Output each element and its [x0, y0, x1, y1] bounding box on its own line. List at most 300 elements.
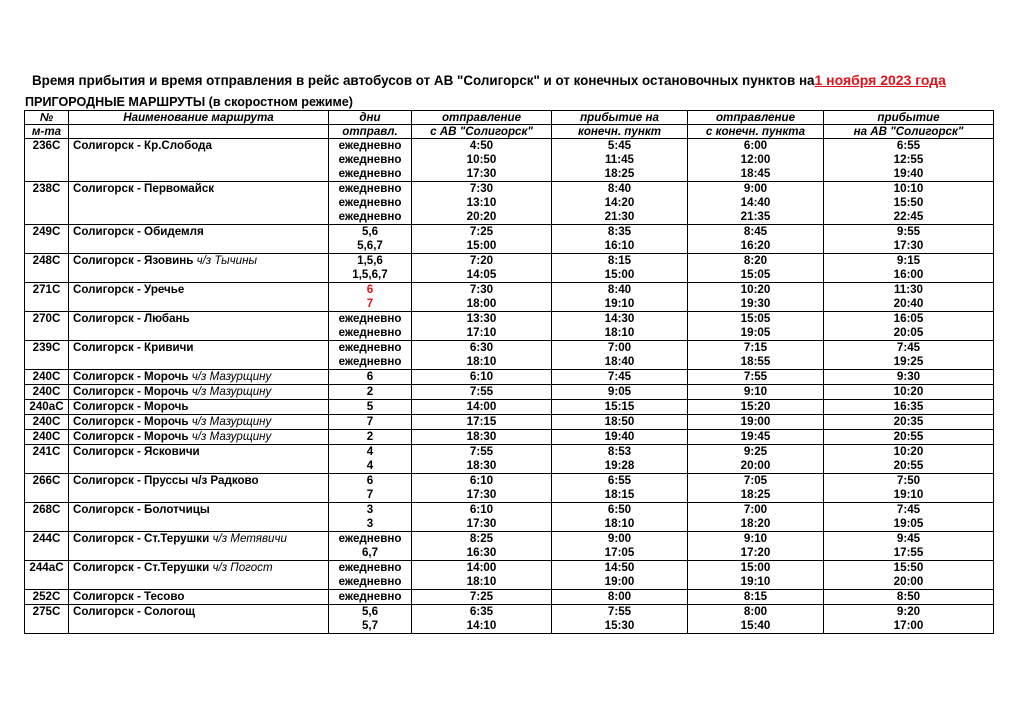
table-row: [25, 196, 994, 210]
arrival-at-station: 15:50: [824, 561, 994, 576]
route-number: 240С: [25, 415, 69, 430]
departure-from-end-point: 20:00: [688, 459, 824, 474]
arrival-at-end-point: 17:05: [552, 546, 688, 561]
route-name: [69, 139, 329, 154]
col-departure-line1: отправление: [412, 111, 552, 125]
route-number: 252С: [25, 590, 69, 605]
col-route-number-line1: №: [25, 111, 69, 125]
arrival-at-end-point: 8:40: [552, 182, 688, 197]
table-row: [25, 430, 994, 445]
days-of-operation: 5,6: [329, 225, 412, 240]
departure-from-station: 6:30: [412, 341, 552, 356]
departure-from-station: 16:30: [412, 546, 552, 561]
arrival-at-station: 17:30: [824, 239, 994, 254]
days-of-operation: 1,5,6: [329, 254, 412, 269]
departure-from-end-point: 19:10: [688, 575, 824, 590]
arrival-at-station: 9:55: [824, 225, 994, 240]
route-name-text: Солигорск - Морочь: [73, 430, 189, 443]
arrival-at-end-point: 7:55: [552, 605, 688, 620]
departure-from-end-point: 19:45: [688, 430, 824, 445]
route-name: [69, 561, 329, 576]
col-arrival-end-line2: конечн. пункт: [552, 125, 688, 139]
arrival-at-end-point: 18:25: [552, 167, 688, 182]
route-name: [69, 167, 329, 182]
col-days-line2: отправл.: [329, 125, 412, 139]
arrival-at-station: 19:05: [824, 517, 994, 532]
arrival-at-end-point: 7:45: [552, 370, 688, 385]
days-of-operation: 2: [329, 430, 412, 445]
departure-from-station: 20:20: [412, 210, 552, 225]
table-row: [25, 167, 994, 182]
arrival-at-end-point: 5:45: [552, 139, 688, 154]
days-of-operation: 7: [329, 415, 412, 430]
route-number: 244С: [25, 532, 69, 547]
table-row: [25, 415, 994, 430]
route-name-text: Солигорск - Уречье: [73, 283, 185, 296]
departure-from-station: 6:35: [412, 605, 552, 620]
arrival-at-station: 8:50: [824, 590, 994, 605]
departure-from-end-point: 7:00: [688, 503, 824, 518]
route-number: 244аС: [25, 561, 69, 576]
route-number: 240С: [25, 370, 69, 385]
departure-from-station: 17:30: [412, 167, 552, 182]
days-of-operation: ежедневно: [329, 590, 412, 605]
days-of-operation: 6,7: [329, 546, 412, 561]
table-row: [25, 488, 994, 503]
col-departure-end-line2: с конечн. пункта: [688, 125, 824, 139]
arrival-at-end-point: 6:50: [552, 503, 688, 518]
arrival-at-end-point: 8:35: [552, 225, 688, 240]
table-row: [25, 517, 994, 532]
route-number: 236С: [25, 139, 69, 154]
arrival-at-end-point: 14:50: [552, 561, 688, 576]
route-name-text: Солигорск - Ст.Терушки: [73, 532, 210, 545]
route-number: 270С: [25, 312, 69, 327]
table-row: [25, 474, 994, 489]
days-of-operation: ежедневно: [329, 196, 412, 210]
table-row: [25, 532, 994, 547]
arrival-at-end-point: 9:05: [552, 385, 688, 400]
route-name: [69, 575, 329, 590]
route-name: [69, 297, 329, 312]
route-name: [69, 153, 329, 167]
departure-from-end-point: 12:00: [688, 153, 824, 167]
table-row: [25, 153, 994, 167]
route-name: [69, 459, 329, 474]
arrival-at-station: 20:00: [824, 575, 994, 590]
route-name-text: Солигорск - Кривичи: [73, 341, 194, 354]
days-of-operation: ежедневно: [329, 532, 412, 547]
departure-from-end-point: 8:00: [688, 605, 824, 620]
arrival-at-station: 20:40: [824, 297, 994, 312]
arrival-at-station: 10:10: [824, 182, 994, 197]
route-number: [25, 517, 69, 532]
days-of-operation: ежедневно: [329, 575, 412, 590]
route-name-text: Солигорск - Морочь: [73, 385, 189, 398]
departure-from-station: 18:00: [412, 297, 552, 312]
col-route-number-line2: м-та: [25, 125, 69, 139]
departure-from-end-point: 9:10: [688, 532, 824, 547]
table-row: [25, 254, 994, 269]
title-date: 1 ноября 2023 года: [814, 72, 946, 88]
table-body: [25, 139, 994, 634]
arrival-at-station: 20:35: [824, 415, 994, 430]
days-of-operation: 6: [329, 283, 412, 298]
route-number: [25, 619, 69, 634]
days-of-operation: 6: [329, 370, 412, 385]
departure-from-station: 10:50: [412, 153, 552, 167]
route-name-text: Солигорск - Обидемля: [73, 225, 204, 238]
arrival-at-station: 9:20: [824, 605, 994, 620]
route-number: 275С: [25, 605, 69, 620]
route-number: [25, 210, 69, 225]
departure-from-station: 18:10: [412, 355, 552, 370]
days-of-operation: 3: [329, 517, 412, 532]
departure-from-station: 18:30: [412, 459, 552, 474]
route-name: [69, 590, 329, 605]
route-name: [69, 254, 329, 269]
days-of-operation: 5: [329, 400, 412, 415]
route-number: 240С: [25, 430, 69, 445]
route-number: [25, 575, 69, 590]
departure-from-end-point: 9:10: [688, 385, 824, 400]
departure-from-station: 7:55: [412, 385, 552, 400]
table-row: [25, 590, 994, 605]
departure-from-end-point: 8:20: [688, 254, 824, 269]
route-number: [25, 546, 69, 561]
route-name: [69, 445, 329, 460]
table-row: [25, 459, 994, 474]
route-name: [69, 415, 329, 430]
arrival-at-station: 20:55: [824, 430, 994, 445]
arrival-at-station: 9:45: [824, 532, 994, 547]
days-of-operation: 4: [329, 445, 412, 460]
arrival-at-station: 20:05: [824, 326, 994, 341]
days-of-operation: 2: [329, 385, 412, 400]
route-name: [69, 503, 329, 518]
departure-from-end-point: 18:20: [688, 517, 824, 532]
departure-from-station: 8:25: [412, 532, 552, 547]
arrival-at-end-point: 15:30: [552, 619, 688, 634]
departure-from-end-point: 8:45: [688, 225, 824, 240]
departure-from-station: 15:00: [412, 239, 552, 254]
table-row: [25, 268, 994, 283]
departure-from-end-point: 18:25: [688, 488, 824, 503]
departure-from-station: 14:05: [412, 268, 552, 283]
col-departure-line2: с АВ "Солигорск": [412, 125, 552, 139]
route-number: [25, 268, 69, 283]
arrival-at-station: 16:05: [824, 312, 994, 327]
route-name: [69, 225, 329, 240]
departure-from-station: 7:20: [412, 254, 552, 269]
departure-from-station: 7:30: [412, 283, 552, 298]
table-row: [25, 445, 994, 460]
route-number: 240С: [25, 385, 69, 400]
departure-from-end-point: 9:00: [688, 182, 824, 197]
route-number: [25, 153, 69, 167]
col-arrival-station-line1: прибытие: [824, 111, 994, 125]
route-name: [69, 210, 329, 225]
departure-from-end-point: 15:40: [688, 619, 824, 634]
route-number: 248С: [25, 254, 69, 269]
departure-from-end-point: 15:05: [688, 268, 824, 283]
route-via-text: ч/з Мазурщину: [191, 370, 272, 383]
departure-from-station: 13:10: [412, 196, 552, 210]
col-departure-end-line1: отправление: [688, 111, 824, 125]
departure-from-end-point: 21:35: [688, 210, 824, 225]
departure-from-station: 17:30: [412, 517, 552, 532]
route-name: [69, 546, 329, 561]
table-row: [25, 385, 994, 400]
arrival-at-end-point: 11:45: [552, 153, 688, 167]
days-of-operation: ежедневно: [329, 210, 412, 225]
route-name: [69, 196, 329, 210]
departure-from-station: 4:50: [412, 139, 552, 154]
days-of-operation: ежедневно: [329, 326, 412, 341]
table-row: [25, 503, 994, 518]
departure-from-end-point: 19:00: [688, 415, 824, 430]
arrival-at-station: 16:35: [824, 400, 994, 415]
departure-from-end-point: 7:55: [688, 370, 824, 385]
route-name-text: Солигорск - Любань: [73, 312, 190, 325]
table-row: [25, 326, 994, 341]
departure-from-end-point: 6:00: [688, 139, 824, 154]
departure-from-station: 13:30: [412, 312, 552, 327]
departure-from-station: 6:10: [412, 370, 552, 385]
route-name: [69, 474, 329, 489]
departure-from-end-point: 18:55: [688, 355, 824, 370]
departure-from-end-point: 10:20: [688, 283, 824, 298]
route-name: [69, 355, 329, 370]
route-name: [69, 488, 329, 503]
departure-from-station: 7:25: [412, 590, 552, 605]
table-row: [25, 225, 994, 240]
route-number: 239С: [25, 341, 69, 356]
arrival-at-station: 10:20: [824, 445, 994, 460]
arrival-at-end-point: 18:10: [552, 326, 688, 341]
days-of-operation: ежедневно: [329, 167, 412, 182]
route-number: [25, 297, 69, 312]
departure-from-end-point: 17:20: [688, 546, 824, 561]
departure-from-end-point: 16:20: [688, 239, 824, 254]
document-subtitle: ПРИГОРОДНЫЕ МАРШРУТЫ (в скоростном режиме): [25, 95, 353, 109]
days-of-operation: ежедневно: [329, 139, 412, 154]
departure-from-end-point: 14:40: [688, 196, 824, 210]
arrival-at-station: 17:00: [824, 619, 994, 634]
route-name: [69, 619, 329, 634]
table-row: [25, 283, 994, 298]
days-of-operation: 3: [329, 503, 412, 518]
arrival-at-end-point: 19:00: [552, 575, 688, 590]
departure-from-station: 18:10: [412, 575, 552, 590]
route-name-text: Солигорск - Первомайск: [73, 182, 215, 195]
departure-from-end-point: 15:20: [688, 400, 824, 415]
departure-from-station: 14:10: [412, 619, 552, 634]
arrival-at-end-point: 16:10: [552, 239, 688, 254]
departure-from-end-point: 15:05: [688, 312, 824, 327]
route-name: [69, 326, 329, 341]
route-name-text: Солигорск - Язовинь: [73, 254, 194, 267]
arrival-at-station: 22:45: [824, 210, 994, 225]
days-of-operation: 7: [329, 297, 412, 312]
col-arrival-station-line2: на АВ "Солигорск": [824, 125, 994, 139]
departure-from-end-point: 7:15: [688, 341, 824, 356]
days-of-operation: 5,6,7: [329, 239, 412, 254]
col-arrival-end-line1: прибытие на: [552, 111, 688, 125]
arrival-at-station: 11:30: [824, 283, 994, 298]
route-name: [69, 312, 329, 327]
table-row: [25, 400, 994, 415]
arrival-at-station: 10:20: [824, 385, 994, 400]
title-text: Время прибытия и время отправления в рейс автобусов от АВ "Солигорск" и от конечных остановочных пунктов на: [32, 73, 815, 88]
arrival-at-station: 9:30: [824, 370, 994, 385]
route-name-text: Солигорск - Сологощ: [73, 605, 196, 618]
days-of-operation: ежедневно: [329, 561, 412, 576]
table-row: [25, 546, 994, 561]
arrival-at-end-point: 19:10: [552, 297, 688, 312]
route-number: 240аС: [25, 400, 69, 415]
days-of-operation: 6: [329, 474, 412, 489]
route-name: [69, 283, 329, 298]
table-row: [25, 605, 994, 620]
route-via-text: ч/з Тычины: [196, 254, 257, 267]
arrival-at-end-point: 14:20: [552, 196, 688, 210]
departure-from-station: 17:30: [412, 488, 552, 503]
days-of-operation: 5,7: [329, 619, 412, 634]
route-name-text: Солигорск - Кр.Слобода: [73, 139, 212, 152]
table-header: [25, 111, 994, 139]
route-name-text: Солигорск - Морочь: [73, 400, 189, 413]
days-of-operation: ежедневно: [329, 341, 412, 356]
departure-from-end-point: 7:05: [688, 474, 824, 489]
route-via-text: ч/з Мазурщину: [191, 415, 272, 428]
arrival-at-station: 7:45: [824, 341, 994, 356]
arrival-at-end-point: 18:15: [552, 488, 688, 503]
arrival-at-end-point: 14:30: [552, 312, 688, 327]
departure-from-station: 6:10: [412, 503, 552, 518]
route-name: [69, 182, 329, 197]
arrival-at-end-point: 15:15: [552, 400, 688, 415]
days-of-operation: ежедневно: [329, 355, 412, 370]
arrival-at-end-point: 18:50: [552, 415, 688, 430]
arrival-at-station: 19:25: [824, 355, 994, 370]
route-number: 238С: [25, 182, 69, 197]
days-of-operation: ежедневно: [329, 153, 412, 167]
route-name: [69, 532, 329, 547]
table-row: [25, 341, 994, 356]
arrival-at-station: 9:15: [824, 254, 994, 269]
route-number: [25, 326, 69, 341]
days-of-operation: ежедневно: [329, 182, 412, 197]
table-row: [25, 575, 994, 590]
col-route-name-line1: Наименование маршрута: [69, 111, 329, 125]
departure-from-station: 6:10: [412, 474, 552, 489]
arrival-at-station: 16:00: [824, 268, 994, 283]
route-name-text: Солигорск - Пруссы ч/з Радково: [73, 474, 259, 487]
route-number: 266С: [25, 474, 69, 489]
route-number: [25, 196, 69, 210]
days-of-operation: 1,5,6,7: [329, 268, 412, 283]
route-via-text: ч/з Погост: [212, 561, 273, 574]
route-name: [69, 517, 329, 532]
route-name-text: Солигорск - Болотчицы: [73, 503, 210, 516]
departure-from-end-point: 15:00: [688, 561, 824, 576]
departure-from-station: 17:15: [412, 415, 552, 430]
document-title: [32, 72, 946, 88]
arrival-at-station: 20:55: [824, 459, 994, 474]
departure-from-station: 18:30: [412, 430, 552, 445]
table-row: [25, 619, 994, 634]
route-via-text: ч/з Мазурщину: [191, 385, 272, 398]
route-name: [69, 430, 329, 445]
arrival-at-station: 19:10: [824, 488, 994, 503]
col-days-line1: дни: [329, 111, 412, 125]
arrival-at-end-point: 8:53: [552, 445, 688, 460]
route-name-text: Солигорск - Морочь: [73, 370, 189, 383]
departure-from-station: 7:30: [412, 182, 552, 197]
col-route-name-line2: [69, 125, 329, 139]
arrival-at-end-point: 8:00: [552, 590, 688, 605]
table-row: [25, 355, 994, 370]
route-number: [25, 459, 69, 474]
table-row: [25, 139, 994, 154]
route-name-text: Солигорск - Тесово: [73, 590, 185, 603]
route-number: 271С: [25, 283, 69, 298]
arrival-at-station: 7:50: [824, 474, 994, 489]
arrival-at-station: 15:50: [824, 196, 994, 210]
route-number: [25, 167, 69, 182]
departure-from-end-point: 19:05: [688, 326, 824, 341]
arrival-at-station: 17:55: [824, 546, 994, 561]
departure-from-end-point: 19:30: [688, 297, 824, 312]
table-row: [25, 297, 994, 312]
arrival-at-end-point: 8:15: [552, 254, 688, 269]
arrival-at-end-point: 19:28: [552, 459, 688, 474]
departure-from-station: 7:55: [412, 445, 552, 460]
departure-from-end-point: 18:45: [688, 167, 824, 182]
arrival-at-end-point: 8:40: [552, 283, 688, 298]
arrival-at-end-point: 9:00: [552, 532, 688, 547]
departure-from-station: 14:00: [412, 400, 552, 415]
route-name-text: Солигорск - Ст.Терушки: [73, 561, 210, 574]
route-via-text: ч/з Мазурщину: [191, 430, 272, 443]
arrival-at-end-point: 19:40: [552, 430, 688, 445]
route-name: [69, 370, 329, 385]
table-row: [25, 561, 994, 576]
route-number: 249С: [25, 225, 69, 240]
table-row: [25, 312, 994, 327]
route-number: [25, 488, 69, 503]
table-row: [25, 210, 994, 225]
days-of-operation: ежедневно: [329, 312, 412, 327]
route-number: [25, 239, 69, 254]
route-number: 268С: [25, 503, 69, 518]
departure-from-station: 7:25: [412, 225, 552, 240]
table-row: [25, 182, 994, 197]
route-number: 241С: [25, 445, 69, 460]
table-row: [25, 370, 994, 385]
arrival-at-station: 12:55: [824, 153, 994, 167]
arrival-at-end-point: 6:55: [552, 474, 688, 489]
route-name: [69, 341, 329, 356]
route-name: [69, 605, 329, 620]
route-name: [69, 400, 329, 415]
arrival-at-end-point: 18:10: [552, 517, 688, 532]
route-name-text: Солигорск - Ясковичи: [73, 445, 200, 458]
route-number: [25, 355, 69, 370]
arrival-at-end-point: 21:30: [552, 210, 688, 225]
arrival-at-end-point: 7:00: [552, 341, 688, 356]
